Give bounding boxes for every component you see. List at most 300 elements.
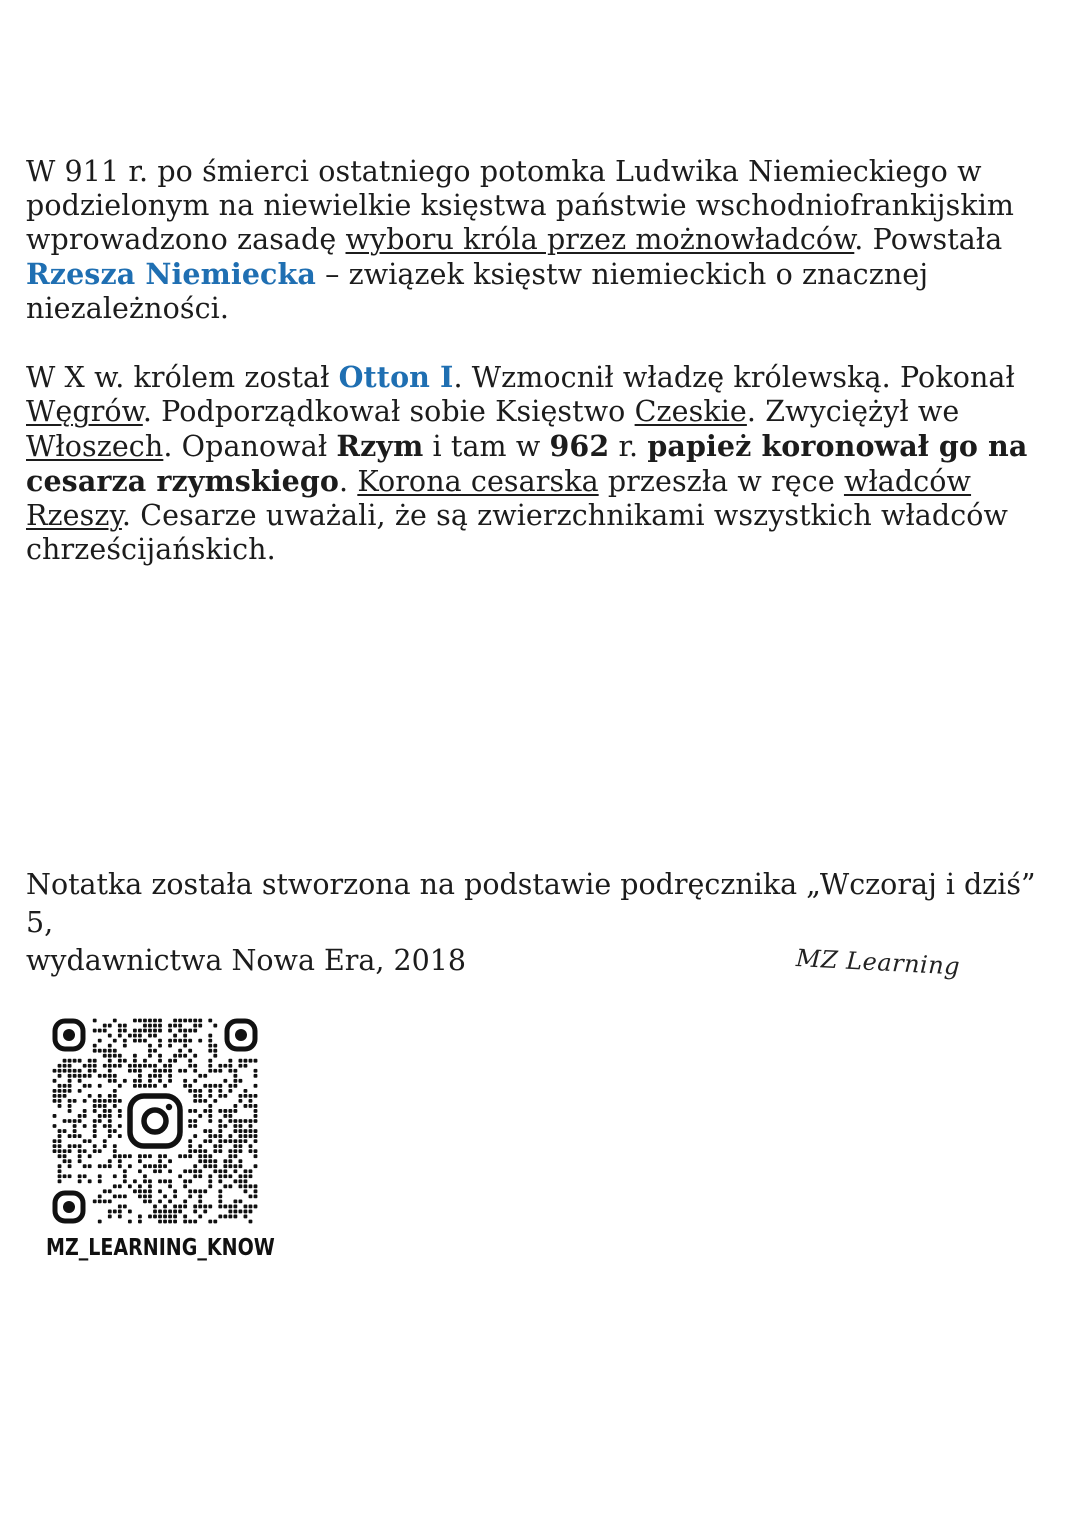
qr-module <box>158 1039 162 1043</box>
qr-module <box>239 1059 243 1063</box>
qr-module <box>239 1099 243 1103</box>
qr-module <box>133 1079 137 1083</box>
qr-module <box>168 1220 172 1224</box>
qr-module <box>244 1179 248 1183</box>
qr-module <box>93 1144 97 1148</box>
qr-module <box>113 1149 117 1153</box>
qr-module <box>108 1054 112 1058</box>
qr-module <box>218 1139 222 1143</box>
qr-module <box>138 1084 142 1088</box>
qr-module <box>63 1094 67 1098</box>
qr-module <box>108 1124 112 1128</box>
qr-module <box>228 1215 232 1219</box>
qr-module <box>228 1084 232 1088</box>
qr-module <box>193 1019 197 1023</box>
qr-module <box>254 1094 258 1098</box>
qr-module <box>58 1099 62 1103</box>
qr-module <box>254 1084 258 1088</box>
qr-module <box>98 1039 102 1043</box>
qr-module <box>203 1084 207 1088</box>
underlined-term: wyboru króla przez możnowładców <box>345 223 855 256</box>
qr-module <box>183 1169 187 1173</box>
qr-module <box>133 1069 137 1073</box>
qr-module <box>148 1019 152 1023</box>
qr-module <box>223 1169 227 1173</box>
qr-module <box>198 1019 202 1023</box>
qr-module <box>103 1164 107 1168</box>
qr-module <box>128 1164 132 1168</box>
qr-module <box>244 1174 248 1178</box>
qr-module <box>173 1019 177 1023</box>
qr-module <box>68 1074 72 1078</box>
qr-module <box>108 1034 112 1038</box>
qr-module <box>78 1079 82 1083</box>
qr-module <box>188 1064 192 1068</box>
qr-module <box>128 1220 132 1224</box>
qr-module <box>143 1059 147 1063</box>
qr-module <box>118 1134 122 1138</box>
qr-module <box>249 1059 253 1063</box>
qr-module <box>78 1114 82 1118</box>
qr-module <box>218 1174 222 1178</box>
qr-module <box>113 1064 117 1068</box>
qr-module <box>188 1084 192 1088</box>
qr-module <box>203 1074 207 1078</box>
qr-module <box>153 1029 157 1033</box>
qr-module <box>53 1139 57 1143</box>
qr-module <box>88 1179 92 1183</box>
qr-module <box>58 1134 62 1138</box>
qr-module <box>168 1044 172 1048</box>
qr-module <box>244 1134 248 1138</box>
qr-module <box>108 1215 112 1219</box>
qr-module <box>249 1094 253 1098</box>
qr-module <box>188 1019 192 1023</box>
qr-module <box>173 1220 177 1224</box>
qr-module <box>153 1169 157 1173</box>
qr-module <box>183 1019 187 1023</box>
qr-finder-top-right <box>227 1021 255 1049</box>
qr-module <box>158 1179 162 1183</box>
qr-module <box>93 1029 97 1033</box>
qr-module <box>208 1154 212 1158</box>
qr-module <box>178 1174 182 1178</box>
qr-module <box>78 1159 82 1163</box>
qr-module <box>218 1084 222 1088</box>
qr-module <box>223 1164 227 1168</box>
qr-module <box>158 1220 162 1224</box>
qr-module <box>93 1129 97 1133</box>
qr-module <box>98 1094 102 1098</box>
qr-module <box>53 1099 57 1103</box>
qr-module <box>233 1149 237 1153</box>
qr-module <box>93 1104 97 1108</box>
qr-module <box>93 1109 97 1113</box>
qr-module <box>228 1134 232 1138</box>
qr-module <box>153 1205 157 1209</box>
qr-module <box>254 1074 258 1078</box>
qr-module <box>249 1174 253 1178</box>
qr-module <box>249 1194 253 1198</box>
text: i tam w <box>423 430 550 463</box>
qr-module <box>223 1094 227 1098</box>
qr-module <box>58 1164 62 1168</box>
qr-module <box>113 1094 117 1098</box>
qr-module <box>223 1109 227 1113</box>
qr-module <box>239 1124 243 1128</box>
qr-module <box>68 1159 72 1163</box>
qr-module <box>233 1074 237 1078</box>
qr-module <box>108 1134 112 1138</box>
qr-module <box>203 1210 207 1214</box>
qr-module <box>193 1134 197 1138</box>
qr-module <box>53 1149 57 1153</box>
qr-module <box>218 1064 222 1068</box>
qr-module <box>193 1124 197 1128</box>
qr-module <box>249 1205 253 1209</box>
qr-module <box>53 1144 57 1148</box>
qr-module <box>163 1154 167 1158</box>
qr-module <box>239 1134 243 1138</box>
qr-module <box>73 1119 77 1123</box>
qr-module <box>63 1149 67 1153</box>
qr-module <box>228 1210 232 1214</box>
qr-module <box>233 1109 237 1113</box>
qr-module <box>58 1129 62 1133</box>
qr-module <box>88 1074 92 1078</box>
qr-module <box>228 1184 232 1188</box>
qr-module <box>249 1119 253 1123</box>
qr-module <box>178 1049 182 1053</box>
qr-module <box>93 1044 97 1048</box>
qr-module <box>249 1099 253 1103</box>
qr-module <box>188 1039 192 1043</box>
qr-module <box>118 1194 122 1198</box>
qr-module <box>218 1129 222 1133</box>
qr-module <box>158 1029 162 1033</box>
qr-module <box>113 1074 117 1078</box>
qr-module <box>138 1069 142 1073</box>
text: W 911 r. po śmierci ostatniego potomka Ludwika Niemieckiego w podzielonym na niewielkie księstwa państwie wschodniofrankijskim wprowadzono zasadę <box>26 155 1015 256</box>
qr-module <box>113 1184 117 1188</box>
qr-module <box>138 1184 142 1188</box>
qr-module <box>193 1220 197 1224</box>
qr-module <box>198 1094 202 1098</box>
qr-module <box>58 1149 62 1153</box>
qr-module <box>173 1210 177 1214</box>
qr-module <box>83 1084 87 1088</box>
signature: MZ Learning <box>795 944 961 981</box>
qr-module <box>158 1024 162 1028</box>
qr-module <box>188 1089 192 1093</box>
qr-module <box>244 1184 248 1188</box>
qr-module <box>203 1164 207 1168</box>
qr-module <box>143 1194 147 1198</box>
qr-module <box>198 1114 202 1118</box>
qr-module <box>138 1039 142 1043</box>
qr-module <box>183 1029 187 1033</box>
qr-module <box>138 1064 142 1068</box>
qr-module <box>78 1089 82 1093</box>
qr-module <box>213 1084 217 1088</box>
qr-module <box>158 1079 162 1083</box>
qr-module <box>193 1054 197 1058</box>
qr-module <box>133 1059 137 1063</box>
qr-module <box>73 1144 77 1148</box>
text: . Powstała <box>854 223 1003 256</box>
qr-module <box>128 1069 132 1073</box>
qr-module <box>223 1215 227 1219</box>
qr-module <box>103 1074 107 1078</box>
qr-module <box>138 1029 142 1033</box>
qr-module <box>208 1059 212 1063</box>
qr-module <box>233 1169 237 1173</box>
qr-module <box>208 1109 212 1113</box>
highlight-term: Otton I <box>338 360 454 394</box>
qr-module <box>228 1139 232 1143</box>
qr-module <box>233 1129 237 1133</box>
qr-module <box>173 1024 177 1028</box>
qr-module <box>183 1039 187 1043</box>
qr-module <box>93 1124 97 1128</box>
qr-module <box>228 1089 232 1093</box>
qr-module <box>249 1134 253 1138</box>
qr-module <box>73 1069 77 1073</box>
qr-module <box>98 1084 102 1088</box>
qr-module <box>168 1210 172 1214</box>
qr-module <box>203 1139 207 1143</box>
qr-module <box>178 1019 182 1023</box>
qr-module <box>233 1084 237 1088</box>
qr-module <box>68 1084 72 1088</box>
underlined-term: Korona cesarska <box>357 465 599 498</box>
qr-module <box>244 1104 248 1108</box>
qr-finder-bottom-left <box>55 1193 83 1221</box>
qr-module <box>168 1159 172 1163</box>
qr-module <box>98 1049 102 1053</box>
qr-module <box>254 1154 258 1158</box>
qr-module <box>254 1194 258 1198</box>
qr-module <box>254 1114 258 1118</box>
qr-module <box>138 1220 142 1224</box>
qr-module <box>108 1044 112 1048</box>
qr-module <box>213 1159 217 1163</box>
underlined-term: władców Rzeszy <box>26 465 972 532</box>
qr-module <box>148 1189 152 1193</box>
qr-module <box>213 1169 217 1173</box>
qr-module <box>98 1119 102 1123</box>
qr-module <box>148 1199 152 1203</box>
qr-module <box>143 1019 147 1023</box>
qr-handle-label: MZ_LEARNING_KNOW <box>46 1235 275 1261</box>
qr-module <box>193 1174 197 1178</box>
qr-module <box>158 1189 162 1193</box>
qr-module <box>133 1064 137 1068</box>
qr-module <box>218 1109 222 1113</box>
qr-module <box>153 1210 157 1214</box>
qr-module <box>68 1104 72 1108</box>
qr-module <box>83 1174 87 1178</box>
qr-module <box>223 1079 227 1083</box>
qr-module <box>113 1210 117 1214</box>
qr-module <box>118 1054 122 1058</box>
qr-module <box>118 1084 122 1088</box>
qr-module <box>158 1059 162 1063</box>
qr-module <box>58 1064 62 1068</box>
qr-module <box>88 1164 92 1168</box>
qr-module <box>208 1069 212 1073</box>
qr-module <box>83 1074 87 1078</box>
qr-module <box>213 1134 217 1138</box>
qr-module <box>73 1129 77 1133</box>
qr-module <box>158 1069 162 1073</box>
qr-module <box>249 1220 253 1224</box>
qr-module <box>63 1129 67 1133</box>
qr-module <box>198 1154 202 1158</box>
qr-module <box>78 1179 82 1183</box>
qr-module <box>178 1210 182 1214</box>
qr-module <box>63 1159 67 1163</box>
bold-term: papież koronował go na cesarza rzymskiego <box>26 429 1028 498</box>
qr-module <box>218 1089 222 1093</box>
qr-module <box>68 1089 72 1093</box>
qr-module <box>123 1179 127 1183</box>
text: . Wzmocnił władzę królewską. Pokonał <box>453 361 1015 394</box>
qr-module <box>93 1199 97 1203</box>
qr-module <box>239 1159 243 1163</box>
qr-module <box>208 1089 212 1093</box>
qr-module <box>53 1114 57 1118</box>
qr-module <box>254 1119 258 1123</box>
qr-module <box>108 1079 112 1083</box>
qr-module <box>123 1174 127 1178</box>
qr-module <box>173 1189 177 1193</box>
qr-module <box>63 1174 67 1178</box>
qr-module <box>188 1154 192 1158</box>
qr-module <box>193 1109 197 1113</box>
qr-module <box>118 1109 122 1113</box>
qr-module <box>83 1099 87 1103</box>
qr-module <box>148 1029 152 1033</box>
qr-module <box>158 1164 162 1168</box>
qr-module <box>228 1174 232 1178</box>
qr-module <box>58 1169 62 1173</box>
qr-module <box>133 1019 137 1023</box>
qr-module <box>98 1029 102 1033</box>
qr-module <box>153 1215 157 1219</box>
qr-module <box>239 1144 243 1148</box>
qr-module <box>244 1059 248 1063</box>
qr-module <box>78 1059 82 1063</box>
qr-module <box>163 1205 167 1209</box>
qr-module <box>88 1154 92 1158</box>
qr-module <box>183 1079 187 1083</box>
qr-module <box>158 1169 162 1173</box>
qr-module <box>113 1089 117 1093</box>
bold-term: Rzym <box>336 429 424 463</box>
qr-module <box>193 1205 197 1209</box>
qr-module <box>188 1179 192 1183</box>
qr-module <box>183 1184 187 1188</box>
qr-module <box>239 1210 243 1214</box>
qr-module <box>239 1139 243 1143</box>
text: . <box>339 465 358 498</box>
qr-module <box>223 1174 227 1178</box>
qr-module <box>188 1049 192 1053</box>
qr-module <box>178 1024 182 1028</box>
qr-module <box>68 1079 72 1083</box>
qr-module <box>63 1064 67 1068</box>
qr-module <box>58 1074 62 1078</box>
qr-module <box>93 1064 97 1068</box>
qr-module <box>143 1164 147 1168</box>
qr-module <box>228 1114 232 1118</box>
qr-module <box>198 1189 202 1193</box>
qr-module <box>163 1069 167 1073</box>
qr-module <box>178 1054 182 1058</box>
qr-module <box>108 1069 112 1073</box>
qr-module <box>249 1129 253 1133</box>
qr-module <box>108 1159 112 1163</box>
qr-module <box>98 1174 102 1178</box>
qr-module <box>63 1084 67 1088</box>
qr-module <box>233 1069 237 1073</box>
qr-module <box>163 1164 167 1168</box>
qr-module <box>208 1104 212 1108</box>
qr-module <box>113 1154 117 1158</box>
qr-module <box>78 1119 82 1123</box>
qr-module <box>148 1074 152 1078</box>
qr-module <box>103 1049 107 1053</box>
qr-module <box>83 1149 87 1153</box>
qr-module <box>183 1220 187 1224</box>
qr-module <box>133 1029 137 1033</box>
qr-module <box>98 1104 102 1108</box>
qr-module <box>173 1034 177 1038</box>
qr-module <box>108 1164 112 1168</box>
qr-module <box>244 1215 248 1219</box>
qr-module <box>148 1044 152 1048</box>
qr-module <box>213 1024 217 1028</box>
qr-module <box>228 1119 232 1123</box>
qr-module <box>239 1174 243 1178</box>
qr-module <box>173 1039 177 1043</box>
qr-module <box>113 1099 117 1103</box>
qr-module <box>254 1104 258 1108</box>
qr-module <box>153 1019 157 1023</box>
qr-module <box>228 1069 232 1073</box>
qr-module <box>68 1059 72 1063</box>
qr-module <box>113 1054 117 1058</box>
qr-module <box>233 1179 237 1183</box>
qr-module <box>168 1064 172 1068</box>
qr-module <box>233 1205 237 1209</box>
qr-module <box>198 1174 202 1178</box>
qr-module <box>183 1034 187 1038</box>
qr-module <box>93 1019 97 1023</box>
qr-module <box>218 1189 222 1193</box>
qr-module <box>78 1074 82 1078</box>
qr-module <box>148 1154 152 1158</box>
qr-module <box>208 1019 212 1023</box>
qr-module <box>143 1084 147 1088</box>
qr-module <box>188 1149 192 1153</box>
qr-module <box>203 1129 207 1133</box>
qr-module <box>143 1179 147 1183</box>
qr-module <box>103 1109 107 1113</box>
qr-module <box>233 1199 237 1203</box>
qr-module <box>233 1139 237 1143</box>
